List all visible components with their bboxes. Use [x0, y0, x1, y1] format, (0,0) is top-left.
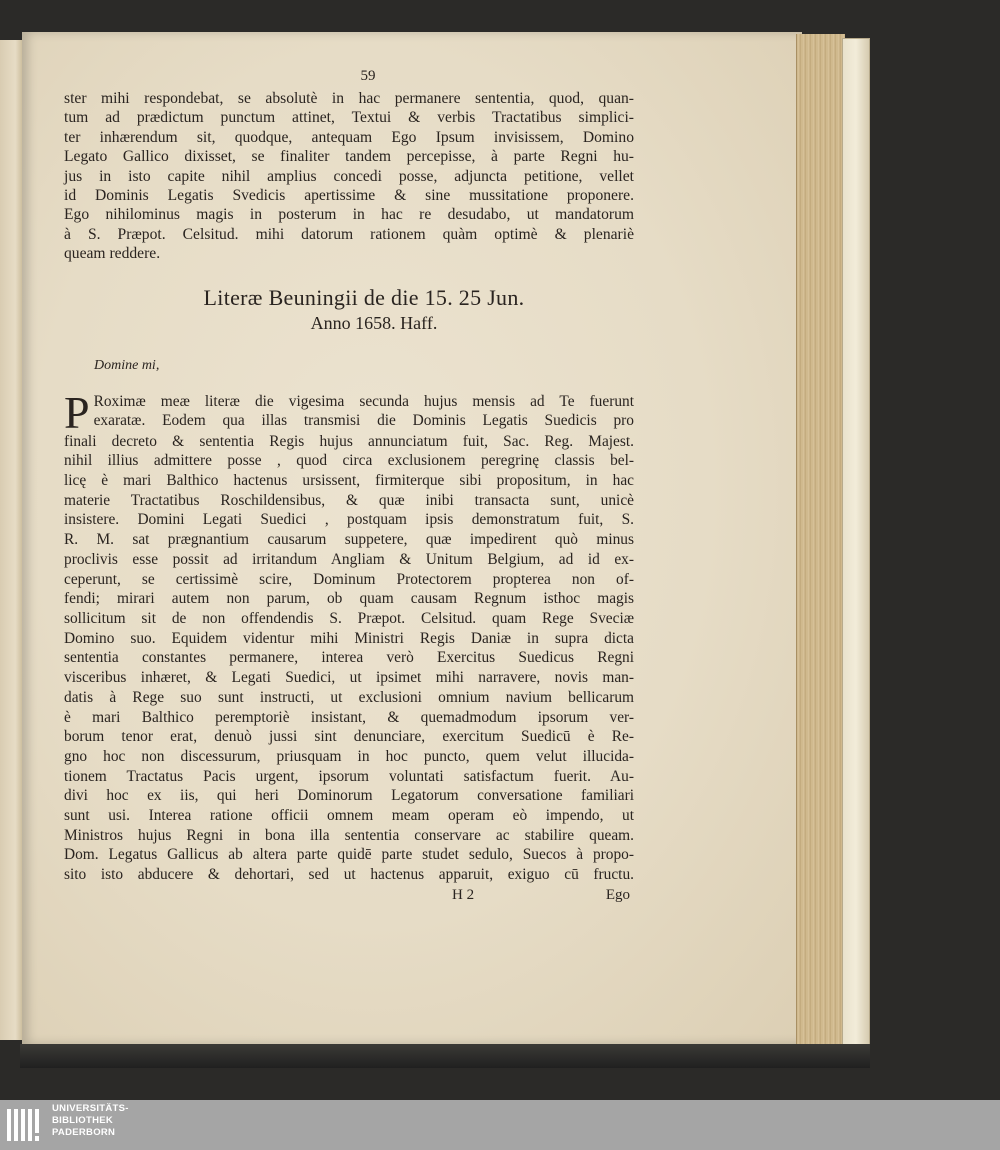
letter-opening: [64, 392, 634, 432]
heading-line-1: Literæ Beuningii de die 15. 25 Jun.: [203, 284, 525, 310]
text-line: borum tenor erat, denuò jussi sint denunciare, exercitum Suedicū è Re-: [64, 728, 634, 746]
left-page-edge: [0, 40, 23, 1040]
text-line: fendi; mirari autem non parum, ob quam causam Regnum isthoc magis: [64, 590, 634, 608]
library-name-line-2: BIBLIOTHEK: [52, 1115, 114, 1126]
text-line: insistere. Domini Legati Suedici , postquam ipsis demonstratum fuit, S.: [64, 511, 634, 529]
letter-lines: [64, 432, 634, 885]
library-logo-icon: [6, 1105, 46, 1145]
cover-edge: [842, 38, 870, 1060]
text-line: exaratæ. Eodem qua illas transmisi die Dominis Legatis Suedicis pro: [93, 412, 634, 430]
page-fore-edge: [796, 34, 845, 1046]
page-footer: [64, 887, 634, 904]
drop-cap: P: [64, 391, 90, 432]
text-line: nihil illius admittere posse , quod circa exclusionem peregrinę classis bel-: [64, 452, 634, 470]
text-line: Legato Gallico dixisset, se finaliter tandem percepisse, à parte Regni hu-: [64, 148, 634, 166]
text-line: finali decreto & sententia Regis hujus annunciatum fuit, Sac. Reg. Majest.: [64, 432, 634, 450]
text-line: divi hoc ex iis, qui heri Dominorum Legatorum conversatione familiari: [64, 787, 634, 805]
library-banner: [0, 1100, 1000, 1150]
text-line: sito isto abducere & dehortari, sed ut hactenus apparuit, exiguo cū fructu.: [64, 866, 634, 884]
text-line: Ministros hujus Regni in bona illa sententia conservare ac stabilire queam.: [64, 826, 634, 844]
opening-paragraph: [64, 89, 634, 264]
text-line: à S. Præpot. Celsitud. mihi datorum rationem quàm optimè & plenariè: [64, 225, 634, 243]
text-line: Dom. Legatus Gallicus ab altera parte quidē parte studet sedulo, Suecos à propo-: [64, 846, 634, 864]
signature-mark: H 2: [452, 886, 475, 903]
library-name-line-3: PADERBORN: [52, 1127, 116, 1138]
text-line: visceribus inhæret, & Legati Suedici, ut ipsimet mihi narravere, novis man-: [64, 669, 634, 687]
text-line: Ego nihilominus magis in posterum in hac re desudabo, ut mandatorum: [64, 206, 634, 224]
heading-line-2: Anno 1658. Haff.: [310, 312, 438, 333]
letter-heading: [64, 284, 634, 334]
text-line: jus in isto capite nihil amplius concedi posse, adjuncta petitione, vellet: [64, 167, 634, 185]
text-line: proclivis esse possit ad irritandum Angliam & Unitum Belgium, ad id ex-: [64, 550, 634, 568]
text-line: id Dominis Legatis Svedicis apertissime & sine mussitatione proponere.: [64, 187, 634, 205]
letter-body: [64, 392, 634, 904]
library-name: [52, 1103, 129, 1139]
text-line: Domino suo. Equidem videntur mihi Ministri Regis Daniæ in supra dicta: [64, 629, 634, 647]
text-line: materie Tractatibus Roschildensibus, & quæ inibi transacta sunt, unicè: [64, 491, 634, 509]
salutation: Domine mi,: [94, 357, 160, 373]
text-line: tionem Tractatus Pacis urgent, ipsorum voluntati satisfactum fuerit. Au-: [64, 767, 634, 785]
text-line: sunt usi. Interea ratione officii omnem meam operam eò impendo, ut: [64, 807, 634, 825]
text-line: ster mihi respondebat, se absolutè in hac permanere sententia, quod, quan-: [64, 90, 634, 107]
text-line: licę è mari Balthico hactenus ursissent, firmiterque sibi propositum, in hac: [64, 472, 634, 490]
text-line: è mari Balthico peremptoriè insistant, & quemadmodum ipsorum ver-: [64, 708, 634, 726]
text-line: datis à Rege suo sunt instructi, ut exclusioni omnium navium bellicarum: [64, 688, 634, 706]
text-line: sollicitum sit de non offendendis S. Præpot. Celsitud. quam Rege Sveciæ: [64, 609, 634, 627]
text-line: sententia constantes permanere, interea verò Exercitus Suedicus Regni: [64, 649, 634, 667]
text-line: ceperunt, se certissimè scire, Dominum Protectorem propterea non of-: [64, 570, 634, 588]
text-line: tum ad prædictum punctum attinet, Textui & verbis Tractatibus simplici-: [64, 109, 634, 127]
catchword: Ego: [605, 886, 630, 903]
text-line: ter inhærendum sit, quodque, antequam Ego Ipsum invisissem, Domino: [64, 128, 634, 146]
page-number: 59: [360, 68, 376, 84]
printed-text: [64, 68, 634, 904]
text-line: gno hoc non discessurum, priusquam in hoc puncto, quem velut illucida-: [64, 747, 634, 765]
library-name-line-1: UNIVERSITÄTS-: [52, 1103, 129, 1114]
bottom-shadow: [20, 1044, 870, 1068]
text-line: Roximæ meæ literæ die vigesima secunda hujus mensis ad Te fuerunt: [93, 392, 634, 410]
text-line: R. M. sat prægnantium causarum suppetere, quæ impedirent quò minus: [64, 531, 634, 549]
text-line: queam reddere.: [64, 245, 161, 263]
